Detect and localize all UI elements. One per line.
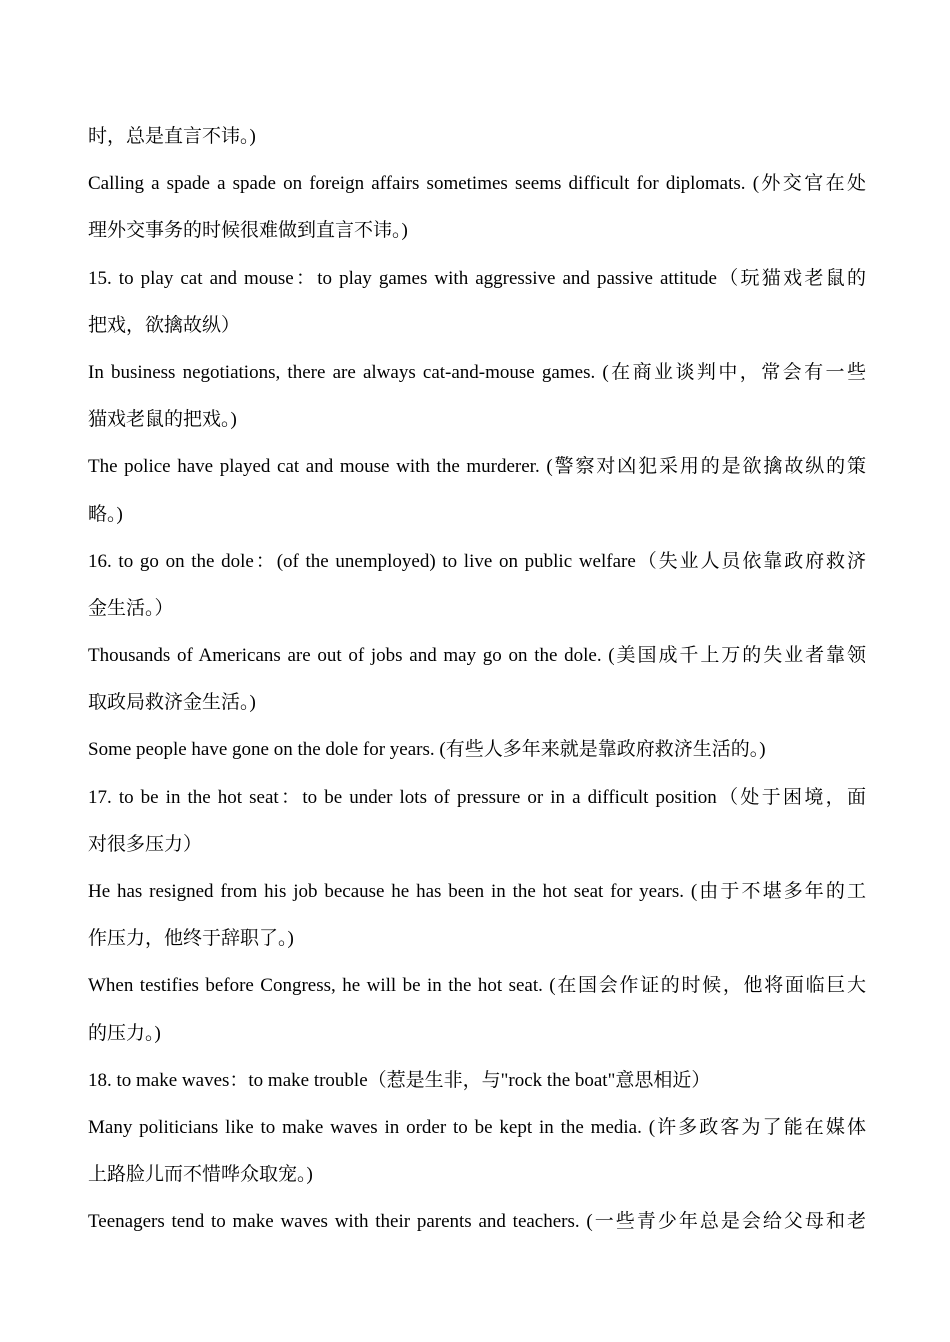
document-body bbox=[88, 116, 866, 1249]
text-line: In business negotiations, there are always cat-and-mouse games. (在商业谈判中，常会有一些 bbox=[88, 361, 866, 383]
text-line: 上路脸儿而不惜哗众取宠。) bbox=[88, 1164, 313, 1186]
text-line: The police have played cat and mouse with the murderer. (警察对凶犯采用的是欲擒故纵的策 bbox=[88, 456, 866, 478]
text-line: 16. to go on the dole：(of the unemployed) to live on public welfare（失业人员依靠政府救济 bbox=[88, 550, 866, 572]
text-line: 时，总是直言不讳。) bbox=[88, 126, 256, 147]
text-line: 金生活。） bbox=[88, 597, 174, 619]
text-line: 猫戏老鼠的把戏。) bbox=[88, 409, 237, 431]
text-line: 把戏，欲擒故纵） bbox=[88, 314, 241, 336]
text-line: 的压力。) bbox=[88, 1022, 161, 1044]
text-line: Teenagers tend to make waves with their parents and teachers. (一些青少年总是会给父母和老 bbox=[88, 1211, 866, 1233]
text-line: 17. to be in the hot seat：to be under lots of pressure or in a difficult position（处于困境，面 bbox=[88, 786, 866, 808]
text-line: 理外交事务的时候很难做到直言不讳。) bbox=[88, 220, 408, 242]
text-line: Some people have gone on the dole for years. (有些人多年来就是靠政府救济生活的。) bbox=[88, 739, 766, 761]
text-line: 18. to make waves：to make trouble（惹是生非，与"rock the boat"意思相近） bbox=[88, 1069, 711, 1091]
text-line: Many politicians like to make waves in order to be kept in the media. (许多政客为了能在媒体 bbox=[88, 1116, 866, 1138]
text-line: Thousands of Americans are out of jobs and may go on the dole. (美国成千上万的失业者靠领 bbox=[88, 645, 866, 667]
text-line: He has resigned from his job because he has been in the hot seat for years. (由于不堪多年的工 bbox=[88, 881, 866, 902]
text-line: 15. to play cat and mouse：to play games with aggressive and passive attitude（玩猫戏老鼠的 bbox=[88, 267, 866, 289]
text-line: 取政局救济金生活。) bbox=[88, 692, 256, 714]
text-line: Calling a spade a spade on foreign affairs sometimes seems difficult for diplomats. (外交官在处 bbox=[88, 173, 866, 195]
text-line: When testifies before Congress, he will be in the hot seat. (在国会作证的时候，他将面临巨大 bbox=[88, 975, 866, 997]
text-line: 作压力，他终于辞职了。) bbox=[88, 928, 294, 950]
text-line: 对很多压力） bbox=[88, 833, 203, 855]
text-line: 略。) bbox=[88, 503, 123, 525]
